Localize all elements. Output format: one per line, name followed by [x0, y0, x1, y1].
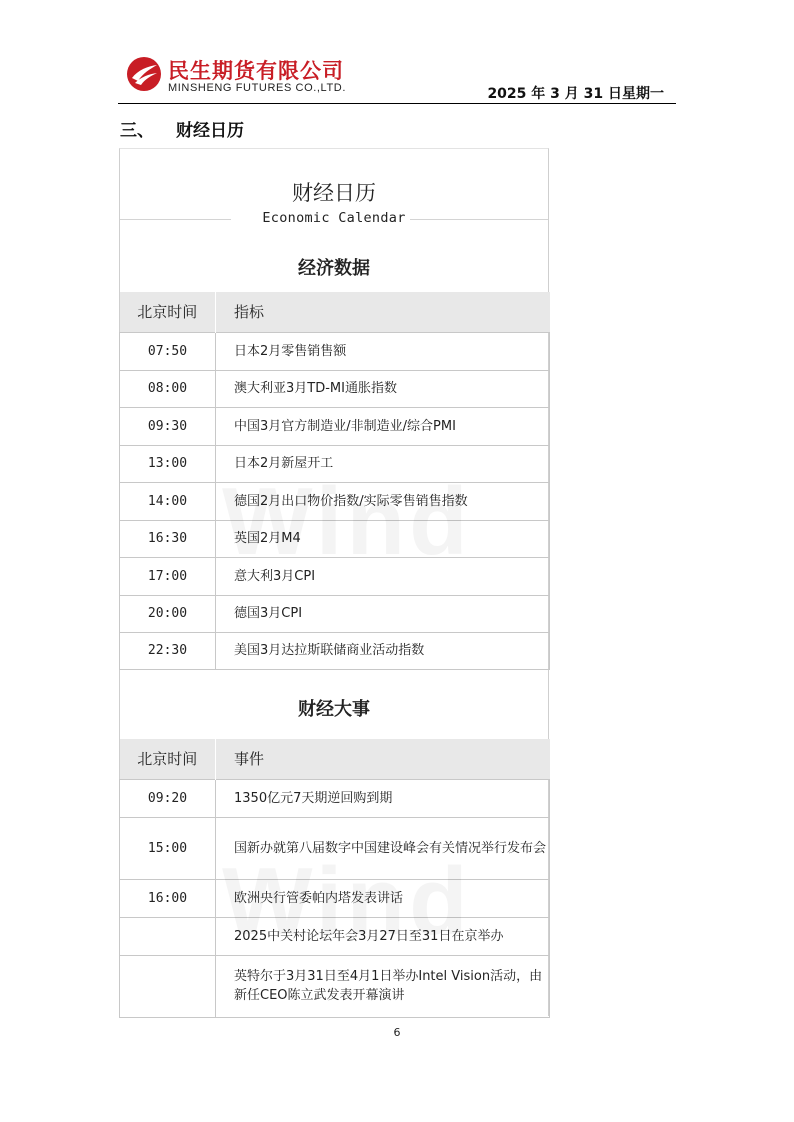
row-time [120, 955, 216, 1017]
row-time: 16:30 [120, 520, 216, 557]
table-header-row [120, 739, 550, 779]
table-row [120, 817, 550, 879]
row-indicator: 英国2月M4 [216, 520, 550, 557]
table-row [120, 407, 550, 445]
section-title: 财经日历 [176, 121, 244, 141]
row-time: 07:50 [120, 332, 216, 370]
row-indicator: 澳大利亚3月TD-MI通胀指数 [216, 370, 550, 407]
row-indicator: 美国3月达拉斯联储商业活动指数 [216, 632, 550, 669]
table-header-row [120, 292, 550, 332]
row-time: 15:00 [120, 817, 216, 879]
economic-data-title: 经济数据 [298, 258, 370, 279]
row-event: 英特尔于3月31日至4月1日举办Intel Vision活动，由新任CEO陈立武发表开幕演讲 [216, 955, 550, 1017]
table-row [120, 955, 550, 1017]
header-time: 北京时间 [120, 739, 216, 779]
row-event: 国新办就第八届数字中国建设峰会有关情况举行发布会 [216, 817, 550, 879]
economic-calendar-card [119, 148, 549, 1016]
table-row [120, 520, 550, 557]
economic-data-table [119, 292, 550, 670]
table-row [120, 332, 550, 370]
row-event: 1350亿元7天期逆回购到期 [216, 779, 550, 817]
section-heading [120, 116, 244, 141]
row-event: 2025中关村论坛年会3月27日至31日在京举办 [216, 917, 550, 955]
row-time [120, 917, 216, 955]
row-indicator: 德国3月CPI [216, 595, 550, 632]
row-time: 20:00 [120, 595, 216, 632]
table-row [120, 879, 550, 917]
row-indicator: 日本2月零售销售额 [216, 332, 550, 370]
table-row [120, 370, 550, 407]
table-row [120, 917, 550, 955]
row-time: 09:20 [120, 779, 216, 817]
row-time: 16:00 [120, 879, 216, 917]
table-row [120, 779, 550, 817]
row-indicator: 德国2月出口物价指数/实际零售销售指数 [216, 482, 550, 520]
brand-name-cn: 民生期货有限公司 [168, 59, 344, 83]
report-date: 2025 年 3 月 31 日星期一 [487, 86, 664, 102]
calendar-subtitle: Economic Calendar [262, 210, 406, 226]
row-indicator: 中国3月官方制造业/非制造业/综合PMI [216, 407, 550, 445]
row-time: 14:00 [120, 482, 216, 520]
page-header [118, 52, 676, 104]
table-row [120, 482, 550, 520]
row-time: 22:30 [120, 632, 216, 669]
calendar-title: 财经日历 [292, 181, 376, 205]
row-indicator: 意大利3月CPI [216, 557, 550, 595]
header-event: 事件 [216, 739, 550, 779]
table-row [120, 595, 550, 632]
events-table [119, 739, 550, 1018]
row-event: 欧洲央行管委帕内塔发表讲话 [216, 879, 550, 917]
events-title: 财经大事 [298, 699, 370, 720]
page-number: 6 [393, 1026, 401, 1039]
header-time: 北京时间 [120, 292, 216, 332]
table-row [120, 445, 550, 482]
row-time: 17:00 [120, 557, 216, 595]
header-indicator: 指标 [216, 292, 550, 332]
row-time: 08:00 [120, 370, 216, 407]
row-time: 13:00 [120, 445, 216, 482]
section-number: 三、 [120, 121, 154, 141]
brand-name-en: MINSHENG FUTURES CO.,LTD. [168, 82, 346, 94]
row-indicator: 日本2月新屋开工 [216, 445, 550, 482]
row-time: 09:30 [120, 407, 216, 445]
table-row [120, 632, 550, 669]
minsheng-logo-icon [126, 56, 162, 92]
table-row [120, 557, 550, 595]
